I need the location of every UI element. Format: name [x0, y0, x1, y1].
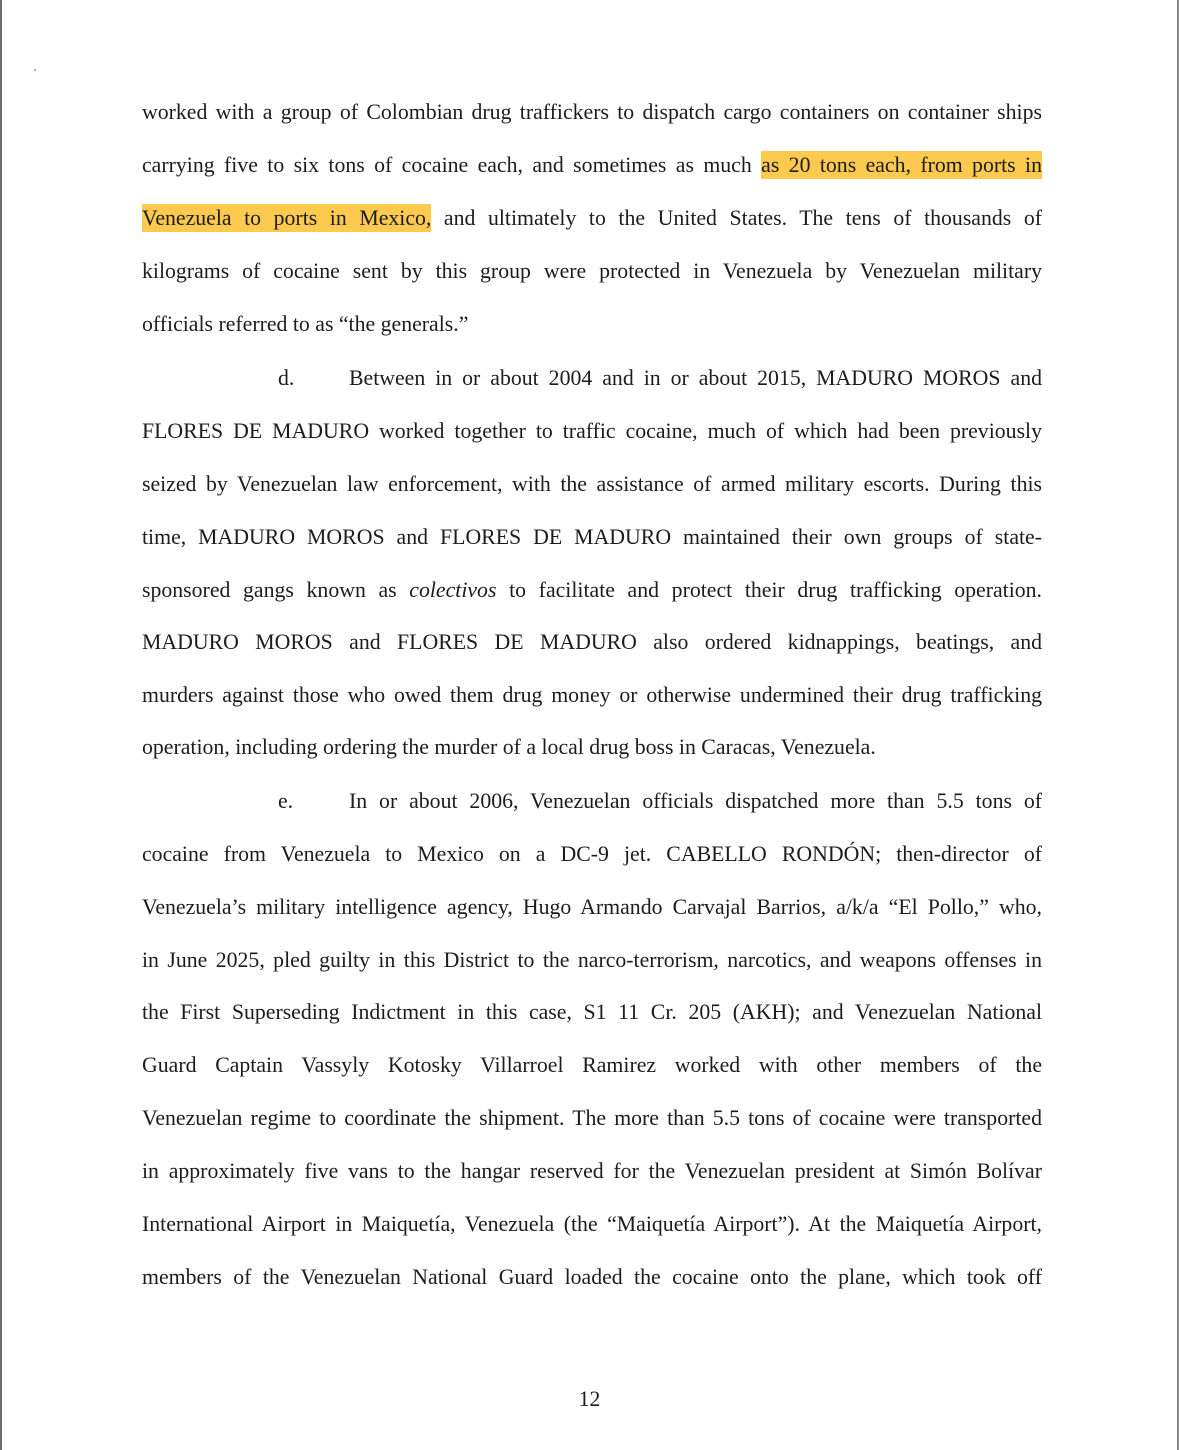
paragraph-e-line: Venezuela’s military intelligence agency, Hugo Armando Carvajal Barrios, a/k/a “El Pollo,” who, [142, 895, 1042, 919]
paragraph-c-line: carrying five to six tons of cocaine each, and sometimes as much as 20 tons each, from ports in [142, 153, 1042, 177]
paragraph-e-line: Venezuelan regime to coordinate the shipment. The more than 5.5 tons of cocaine were transported [142, 1106, 1042, 1130]
paragraph-e-line: members of the Venezuelan National Guard loaded the cocaine onto the plane, which took off [142, 1265, 1042, 1289]
highlighted-text: as 20 tons each, from ports in [761, 153, 1042, 177]
paragraph-d-line: FLORES DE MADURO worked together to traffic cocaine, much of which had been previously [142, 419, 1042, 443]
scan-speck [34, 69, 36, 71]
paragraph-d-line: murders against those who owed them drug money or otherwise undermined their drug trafficking [142, 683, 1042, 707]
paragraph-marker: d. [278, 366, 295, 390]
paragraph-e-line: in approximately five vans to the hangar reserved for the Venezuelan president at Simón Bolívar [142, 1159, 1042, 1183]
paragraph-e-line: Guard Captain Vassyly Kotosky Villarroel Ramirez worked with other members of the [142, 1053, 1042, 1077]
highlighted-text: Venezuela to ports in Mexico, [142, 206, 432, 230]
paragraph-e-line: International Airport in Maiquetía, Venezuela (the “Maiquetía Airport”). At the Maiquetía Airport, [142, 1212, 1042, 1236]
paragraph-d-line: MADURO MOROS and FLORES DE MADURO also ordered kidnappings, beatings, and [142, 630, 1042, 654]
page-number: 12 [578, 1387, 601, 1411]
paragraph-e-line: in June 2025, pled guilty in this District to the narco-terrorism, narcotics, and weapons offenses in [142, 948, 1042, 972]
paragraph-d-line: time, MADURO MOROS and FLORES DE MADURO maintained their own groups of state- [142, 525, 1042, 549]
paragraph-c-line: Venezuela to ports in Mexico, and ultimately to the United States. The tens of thousands of [142, 206, 1042, 230]
italic-term: colectivos [409, 578, 497, 602]
paragraph-e-first-line: e. In or about 2006, Venezuelan officials dispatched more than 5.5 tons of [278, 786, 1042, 816]
paragraph-d-line: seized by Venezuelan law enforcement, with the assistance of armed military escorts. During this [142, 472, 1042, 496]
paragraph-c-line: officials referred to as “the generals.” [142, 312, 469, 336]
paragraph-marker: e. [278, 789, 294, 813]
paragraph-c-line: worked with a group of Colombian drug traffickers to dispatch cargo containers on container ships [142, 100, 1042, 124]
paragraph-d-line: sponsored gangs known as colectivos to facilitate and protect their drug trafficking operation. [142, 578, 1042, 602]
paragraph-d-line: operation, including ordering the murder of a local drug boss in Caracas, Venezuela. [142, 735, 876, 759]
paragraph-e-line: cocaine from Venezuela to Mexico on a DC-9 jet. CABELLO RONDÓN; then-director of [142, 842, 1042, 866]
paragraph-d-first-line: d. Between in or about 2004 and in or about 2015, MADURO MOROS and [278, 363, 1042, 393]
paragraph-c-line: kilograms of cocaine sent by this group were protected in Venezuela by Venezuelan military [142, 259, 1042, 283]
paragraph-e-line: the First Superseding Indictment in this case, S1 11 Cr. 205 (AKH); and Venezuelan National [142, 1000, 1042, 1024]
page-left-edge [0, 0, 2, 1450]
